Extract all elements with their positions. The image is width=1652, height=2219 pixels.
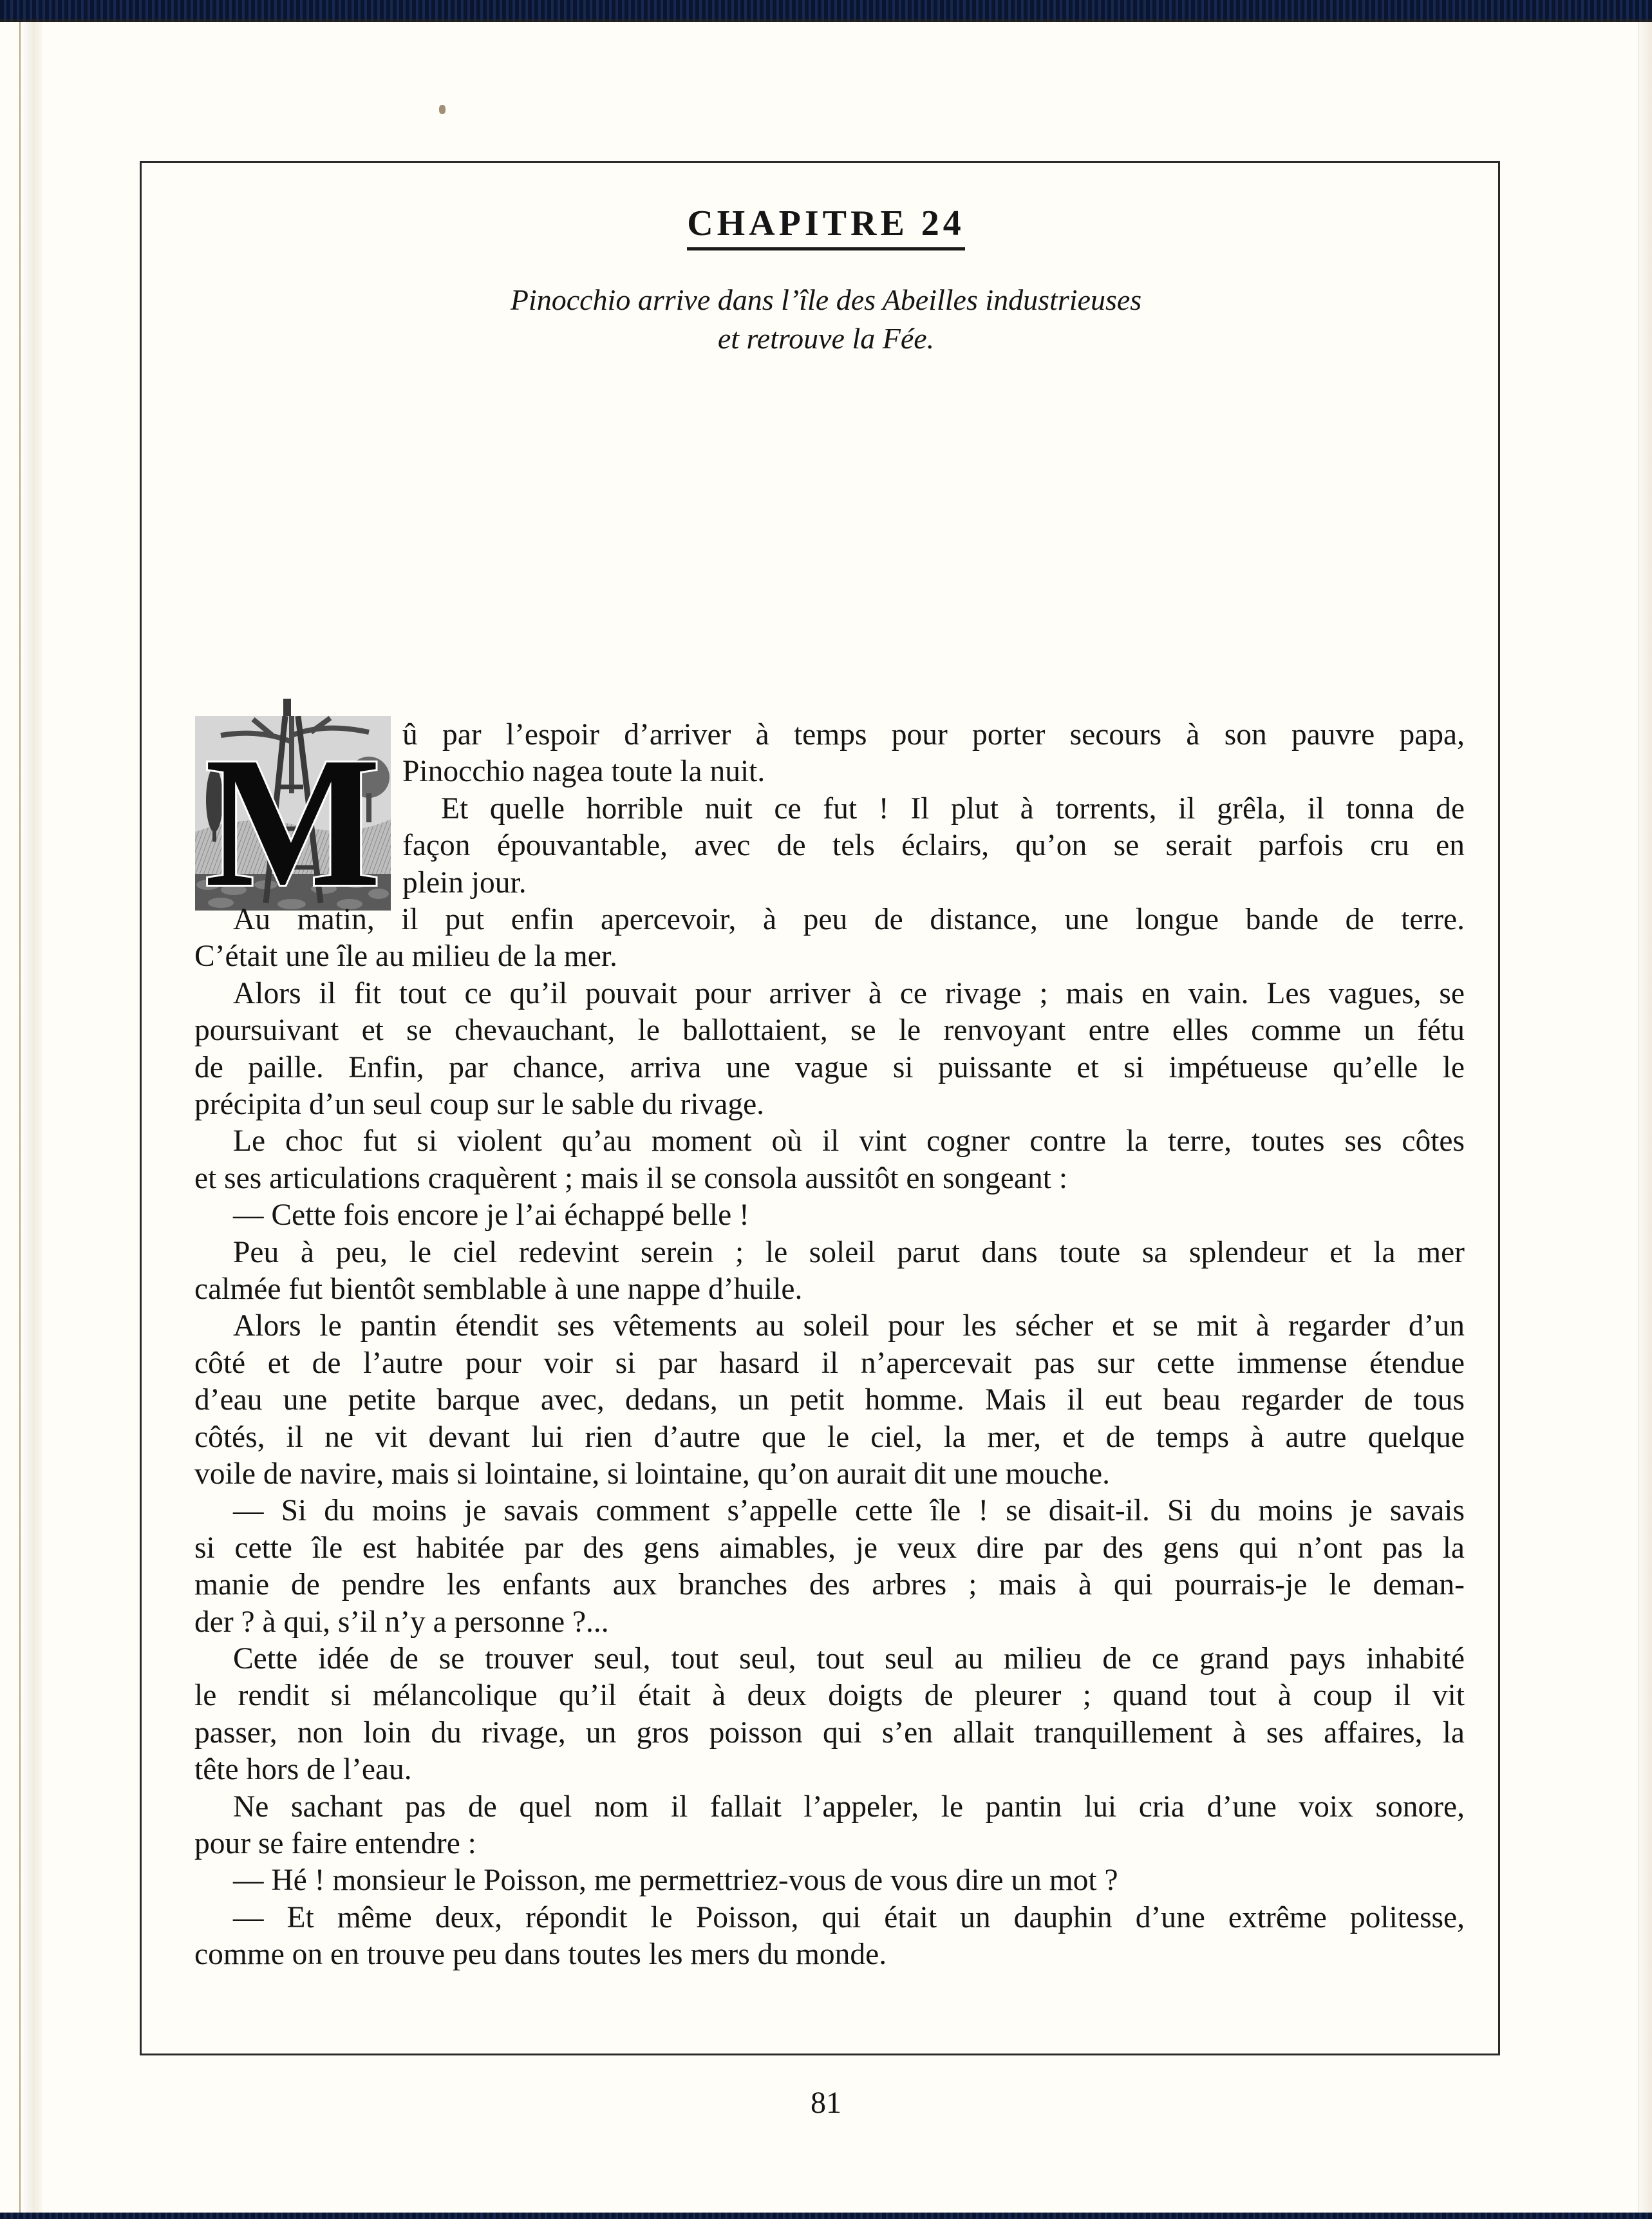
text-line: plein jour. xyxy=(402,865,527,900)
text-line: — Si du moins je savais comment s’appelle cette île ! se disait-il. Si du moins je savais xyxy=(233,1494,1465,1528)
text-line: — Cette fois encore je l’ai échappé belle ! xyxy=(233,1198,749,1232)
text-line: manie de pendre les enfants aux branches des arbres ; mais à qui pourrais-je le deman- xyxy=(194,1568,1465,1602)
subtitle-line: Pinocchio arrive dans l’île des Abeilles industrieuses xyxy=(510,283,1142,316)
chapter-heading xyxy=(0,201,1652,250)
text-line: si cette île est habitée par des gens aimables, je veux dire par des gens qui n’ont pas la xyxy=(194,1531,1465,1565)
text-line: — Hé ! monsieur le Poisson, me permettriez-vous de vous dire un mot ? xyxy=(233,1864,1118,1898)
text-line: Ne sachant pas de quel nom il fallait l’appeler, le pantin lui cria d’une voix sonore, xyxy=(233,1789,1465,1824)
text-line: Et quelle horrible nuit ce fut ! Il plut à torrents, il grêla, il tonna de xyxy=(441,791,1465,826)
page-number: 81 xyxy=(811,2086,841,2120)
text-line: côté et de l’autre pour voir si par hasard il n’apercevait pas sur cette immense étendue xyxy=(194,1346,1465,1380)
text-line: pour se faire entendre : xyxy=(194,1827,476,1860)
text-line: passer, non loin du rivage, un gros poisson qui s’en allait tranquillement à ses affaires, la xyxy=(194,1715,1465,1750)
drop-cap-letter: M xyxy=(205,719,381,911)
text-line: Cette idée de se trouver seul, tout seul, tout seul au milieu de ce grand pays inhabité xyxy=(233,1642,1465,1676)
chapter-title: CHAPITRE 24 xyxy=(687,201,965,250)
text-line: der ? à qui, s’il n’y a personne ?... xyxy=(194,1605,609,1639)
text-line: façon épouvantable, avec de tels éclairs, qu’on se serait parfois cru en xyxy=(402,829,1465,863)
text-line: côtés, il ne vit devant lui rien d’autre que le ciel, la mer, et de temps à autre quelque xyxy=(194,1420,1465,1454)
text-line: précipita d’un seul coup sur le sable du rivage. xyxy=(194,1088,765,1121)
text-line: tête hors de l’eau. xyxy=(194,1753,412,1787)
book-cover-top-edge xyxy=(0,0,1652,22)
drop-cap-illustration xyxy=(195,716,391,911)
text-line: Le choc fut si violent qu’au moment où il vint cogner contre la terre, toutes ses côtes xyxy=(233,1124,1465,1158)
text-line: Alors le pantin étendit ses vêtements au soleil pour les sécher et se mit à regarder d’un xyxy=(233,1309,1465,1343)
text-line: comme on en trouve peu dans toutes les mers du monde. xyxy=(194,1938,887,1972)
paper-speck xyxy=(439,105,446,114)
text-line: de paille. Enfin, par chance, arriva une vague si puissante et si impétueuse qu’elle le xyxy=(194,1050,1465,1084)
text-line: le rendit si mélancolique qu’il était à deux doigts de pleurer ; quand tout à coup il vit xyxy=(194,1679,1465,1713)
text-line: C’était une île au milieu de la mer. xyxy=(194,940,617,974)
text-line: Alors il fit tout ce qu’il pouvait pour arriver à ce rivage ; mais en vain. Les vagues, se xyxy=(233,976,1465,1010)
text-line: — Et même deux, répondit le Poisson, qui était un dauphin d’une extrême politesse, xyxy=(233,1900,1465,1934)
text-line: û par l’espoir d’arriver à temps pour porter secours à son pauvre papa, xyxy=(402,718,1465,751)
drop-cap-pole-top xyxy=(283,699,291,718)
drop-cap-letter-m-icon xyxy=(195,716,391,911)
subtitle-line: et retrouve la Fée. xyxy=(717,322,935,355)
text-line: Pinocchio nagea toute la nuit. xyxy=(402,755,765,789)
text-line: et ses articulations craquèrent ; mais il se consola aussitôt en songeant : xyxy=(194,1161,1068,1195)
chapter-subtitle xyxy=(0,281,1652,358)
book-cover-bottom-edge xyxy=(0,2213,1652,2219)
text-line: poursuivant et se chevauchant, le ballottaient, se le renvoyant entre elles comme un fétu xyxy=(194,1014,1465,1048)
text-line: Peu à peu, le ciel redevint serein ; le soleil parut dans toute sa splendeur et la mer xyxy=(233,1235,1465,1269)
text-line: d’eau une petite barque avec, dedans, un petit homme. Mais il eut beau regarder de tous xyxy=(194,1383,1465,1417)
text-line: voile de navire, mais si lointaine, si lointaine, qu’on aurait dit une mouche. xyxy=(194,1457,1111,1491)
text-line: calmée fut bientôt semblable à une nappe d’huile. xyxy=(194,1272,803,1306)
text-line: Au matin, il put enfin apercevoir, à peu de distance, une longue bande de terre. xyxy=(233,903,1465,936)
